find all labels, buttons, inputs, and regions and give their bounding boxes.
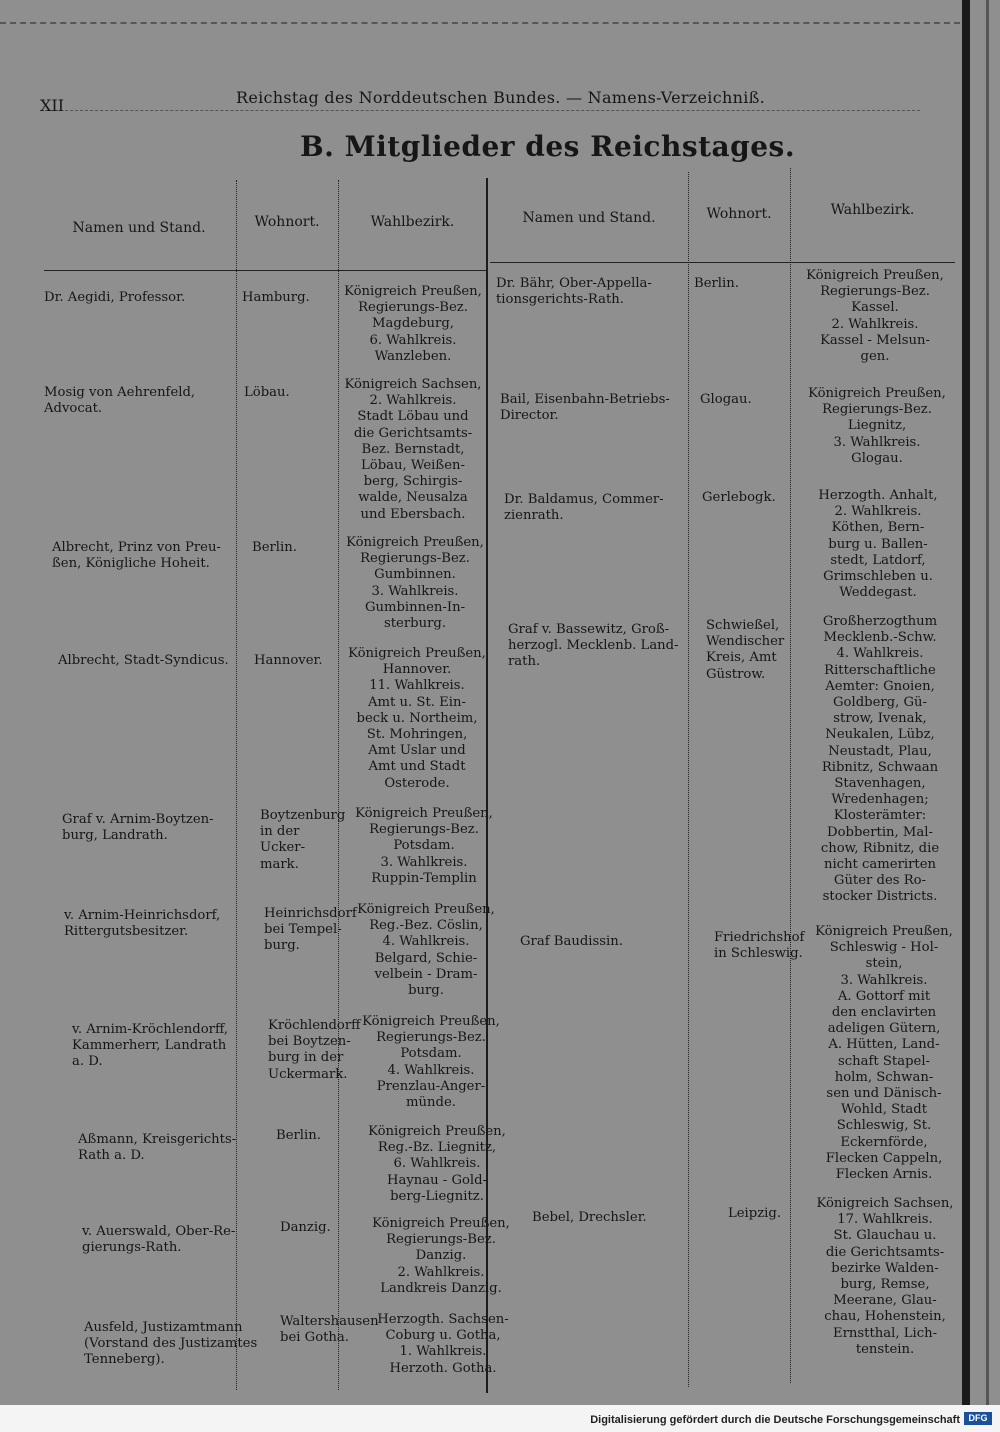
- entry-name: Bebel, Drechsler.: [532, 1210, 647, 1225]
- entry-district: Königreich Preußen, Regierungs-Bez. Kassel. 2. Wahlkreis. Kassel - Melsun- gen.: [806, 268, 944, 365]
- entry-name: Mosig von Aehrenfeld, Advocat.: [44, 385, 196, 417]
- entry-name: Albrecht, Prinz von Preu- ßen, Königliche Hoheit.: [52, 540, 221, 572]
- entry-district: Königreich Preußen, Regierungs-Bez. Potsdam. 4. Wahlkreis. Prenzlau-Anger- münde.: [362, 1014, 500, 1111]
- entry-district: Königreich Preußen, Reg.-Bz. Liegnitz, 6. Wahlkreis. Haynau - Gold- berg-Liegnitz.: [368, 1124, 506, 1204]
- col-header-district-left: Wahlbezirk.: [370, 214, 455, 230]
- col-header-residence-right: Wohnort.: [706, 206, 772, 222]
- entry-residence: Danzig.: [280, 1220, 331, 1235]
- entry-residence: Gerlebogk.: [702, 490, 776, 505]
- column-rule: [688, 172, 689, 1387]
- col-header-district-right: Wahlbezirk.: [830, 202, 915, 218]
- entry-name: Albrecht, Stadt-Syndicus.: [58, 653, 229, 668]
- entry-district: Königreich Preußen, Regierungs-Bez. Gumbinnen. 3. Wahlkreis. Gumbinnen-In- sterburg.: [346, 535, 484, 632]
- entry-residence: Schwießel, Wendischer Kreis, Amt Güstrow.: [706, 618, 785, 682]
- entry-district: Herzogth. Sachsen- Coburg u. Gotha, 1. Wahlkreis. Herzoth. Gotha.: [377, 1312, 509, 1376]
- entry-residence: Boytzenburg in der Ucker- mark.: [260, 808, 346, 872]
- entry-name: Aßmann, Kreisgerichts- Rath a. D.: [78, 1132, 237, 1164]
- entry-residence: Berlin.: [276, 1128, 321, 1143]
- top-scan-edge: [0, 22, 960, 24]
- entry-district: Königreich Preußen, Hannover. 11. Wahlkreis. Amt u. St. Ein- beck u. Northeim, St. Mohringen, Amt Uslar und Amt und Stadt Osterode.: [348, 646, 486, 791]
- scan-border-right-thin: [986, 0, 989, 1405]
- entry-residence: Löbau.: [244, 385, 290, 400]
- column-rule: [236, 180, 237, 1390]
- entry-name: Graf v. Bassewitz, Groß- herzogl. Mecklenb. Land- rath.: [508, 622, 679, 670]
- entry-name: Bail, Eisenbahn-Betriebs- Director.: [500, 392, 670, 424]
- entry-residence: Kröchlendorff bei Boytzen- burg in der Uckermark.: [268, 1018, 361, 1082]
- entry-residence: Berlin.: [694, 276, 739, 291]
- column-rule: [790, 168, 791, 1383]
- header-rule-right: [490, 262, 955, 263]
- col-header-residence-left: Wohnort.: [254, 214, 320, 230]
- entry-district: Königreich Preußen, Regierungs-Bez. Potsdam. 3. Wahlkreis. Ruppin-Templin: [355, 806, 493, 886]
- header-rule-left: [44, 270, 486, 271]
- entry-residence: Leipzig.: [728, 1206, 782, 1221]
- entry-name: Graf v. Arnim-Boytzen- burg, Landrath.: [62, 812, 214, 844]
- section-title: B. Mitglieder des Reichstages.: [300, 130, 796, 163]
- scan-border-right: [962, 0, 970, 1405]
- entry-district: Königreich Preußen, Regierungs-Bez. Liegnitz, 3. Wahlkreis. Glogau.: [808, 386, 946, 466]
- running-title-rule: [40, 110, 920, 111]
- entry-residence: Waltershausen bei Gotha.: [280, 1314, 379, 1346]
- entry-name: Dr. Bähr, Ober-Appella- tionsgerichts-Rath.: [496, 276, 652, 308]
- col-header-name-left: Namen und Stand.: [72, 220, 206, 236]
- column-rule: [338, 180, 339, 1390]
- entry-district: Königreich Sachsen, 2. Wahlkreis. Stadt Löbau und die Gerichtsamts- Bez. Bernstadt, Löbau, Weißen- berg, Schirgis- walde, Neusalza und Ebersbach.: [344, 377, 482, 522]
- running-title: Reichstag des Norddeutschen Bundes. — Namens-Verzeichniß.: [236, 88, 765, 107]
- entry-district: Königreich Preußen, Schleswig - Hol- stein, 3. Wahlkreis. A. Gottorf mit den enclavirten adeligen Gütern, A. Hütten, Land- schaft Stapel- holm, Schwan- sen und Dänisch- Wohld, Stadt Schleswig, St. Eckernförde, Flecken Cappeln, Flecken Arnis.: [815, 924, 953, 1183]
- entry-name: v. Auerswald, Ober-Re- gierungs-Rath.: [82, 1224, 236, 1256]
- dfg-logo: DFG: [964, 1412, 992, 1425]
- entry-name: Dr. Aegidi, Professor.: [44, 290, 186, 305]
- entry-district: Königreich Sachsen, 17. Wahlkreis. St. Glauchau u. die Gerichtsamts- bezirke Walden- burg, Remse, Meerane, Glau- chau, Hohenstein, Ernstthal, Lich- tenstein.: [816, 1196, 954, 1357]
- entry-name: Ausfeld, Justizamtmann (Vorstand des Justizamtes Tenneberg).: [84, 1320, 258, 1368]
- entry-residence: Hannover.: [254, 653, 323, 668]
- entry-district: Königreich Preußen, Regierungs-Bez. Magdeburg, 6. Wahlkreis. Wanzleben.: [344, 284, 482, 364]
- digitization-footer: [0, 1405, 1000, 1432]
- entry-district: Großherzogthum Mecklenb.-Schw. 4. Wahlkreis. Ritterschaftliche Aemter: Gnoien, Goldberg, Gü- strow, Ivenak, Neukalen, Lübz, Neustadt, Plau, Ribnitz, Schwaan Stavenhagen, Wredenhagen; Klosterämter: Dobbertin, Mal- chow, Ribnitz, die nicht camerirten Güter des Ro- stocker Districts.: [820, 614, 940, 905]
- entry-residence: Berlin.: [252, 540, 297, 555]
- entry-name: v. Arnim-Heinrichsdorf, Rittergutsbesitzer.: [64, 908, 221, 940]
- col-header-name-right: Namen und Stand.: [522, 210, 656, 226]
- entry-name: v. Arnim-Kröchlendorff, Kammerherr, Landrath a. D.: [72, 1022, 229, 1070]
- page-number: XII: [40, 96, 65, 115]
- entry-residence: Hamburg.: [242, 290, 310, 305]
- entry-residence: Friedrichshof in Schleswig.: [714, 930, 805, 962]
- funding-credit: Digitalisierung gefördert durch die Deutsche Forschungsgemeinschaft: [590, 1414, 960, 1426]
- entry-residence: Glogau.: [700, 392, 752, 407]
- entry-district: Königreich Preußen, Regierungs-Bez. Danzig. 2. Wahlkreis. Landkreis Danzig.: [372, 1216, 510, 1296]
- entry-district: Königreich Preußen, Reg.-Bez. Cöslin, 4. Wahlkreis. Belgard, Schie- velbein - Dram- burg.: [357, 902, 495, 999]
- entry-district: Herzogth. Anhalt, 2. Wahlkreis. Köthen, Bern- burg u. Ballen- stedt, Latdorf, Grimschleben u. Weddegast.: [818, 488, 938, 601]
- entry-name: Dr. Baldamus, Commer- zienrath.: [504, 492, 664, 524]
- entry-name: Graf Baudissin.: [520, 934, 623, 949]
- entry-residence: Heinrichsdorf bei Tempel- burg.: [264, 906, 357, 954]
